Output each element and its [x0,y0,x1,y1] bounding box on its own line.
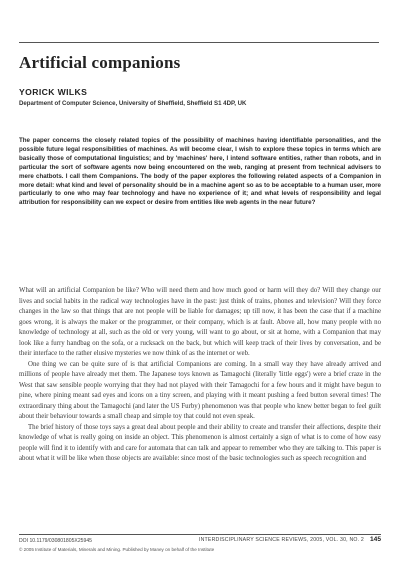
copyright-notice: © 2005 Institute of Materials, Minerals and Mining. Published by Maney on behalf of the Institute [19,547,215,552]
journal-citation: INTERDISCIPLINARY SCIENCE REVIEWS, 2005, VOL. 30, NO. 2 [198,537,364,543]
author-name: YORICK WILKS [19,87,88,97]
body-paragraph-1: What will an artificial Companion be like? Who will need them and how much good or harm will they do? Will they change our lives and social habits in the radical way technologies have in the past: just think of trains, phones and television? Will they force changes in the law so that things that are not people will be liable for damages; up till now, it has been the case that if a machine goes wrong, it is always the maker or the programmer, or their company, which is at fault. Above all, how many people with no knowledge of technology at all, such as the old or very young, will want to go about, or sit at home, with a Companion that may look like a furry handbag on the sofa, or a rucksack on the back, but which will keep track of their lives by conversation, and be their interface to the rather elusive mysteries we now think of as the internet or web. [19,287,381,357]
article-title: Artificial companions [19,53,181,72]
body-text [19,286,381,465]
page-number: 145 [369,536,381,543]
body-paragraph-3: The brief history of those toys says a great deal about people and their ability to create and transfer their affections, despite their knowledge of what is really going on inside an object. This phenomenon is almost certainly a sign of what is to come of how easy people will find it to identify with and care for automata that can talk and appear to remember who they are talking to. This paper is about what it will be like when those objects are available: since most of the basic technologies such as speech recognition and [19,423,381,462]
body-paragraph-2: One thing we can be quite sure of is that artificial Companions are coming. In a small way they have already arrived and millions of people have already met them. The Japanese toys known as Tamagochi (literally 'little eggs') were a brief craze in the West that saw sensible people worrying that they had not played with their Tamagochi for a few hours and it might have begun to pine, where pining meant sad eyes and icons on a tiny screen, and playing with it meant pushing a feed button several times! The extraordinary thing about the Tamagochi (and later the US Furby) phenomenon was that people who knew better began to feel guilt about their behaviour towards a small cheap and simple toy that could not even speak. [19,360,381,420]
doi-text: DOI 10.1179/030801805X25945 [19,538,92,544]
footer-rule [19,534,381,535]
abstract: The paper concerns the closely related topics of the possibility of machines having identifiable personalities, and the possible future legal responsibilities of machines. As will become clear, I wish to explore these topics in terms which are basically those of computational linguistics; and by 'machines' here, I intend software entities, rather than robots, and in particular the sort of software agents now being encountered on the web, ranging at present from technical advisers to mere chatbots. I call them Companions. The body of the paper explores the following related aspects of a Companion in more detail: what kind and level of personality should be in a machine agent so as to be acceptable to a human user, more particularly to one who may fear technology and have no experience of it; and what levels of responsibility and legal attribution for responsibility can we expect or desire from entities like web agents in the near future? [19,137,381,207]
header-rule [19,42,379,43]
author-affiliation: Department of Computer Science, University of Sheffield, Sheffield S1 4DP, UK [19,100,247,107]
